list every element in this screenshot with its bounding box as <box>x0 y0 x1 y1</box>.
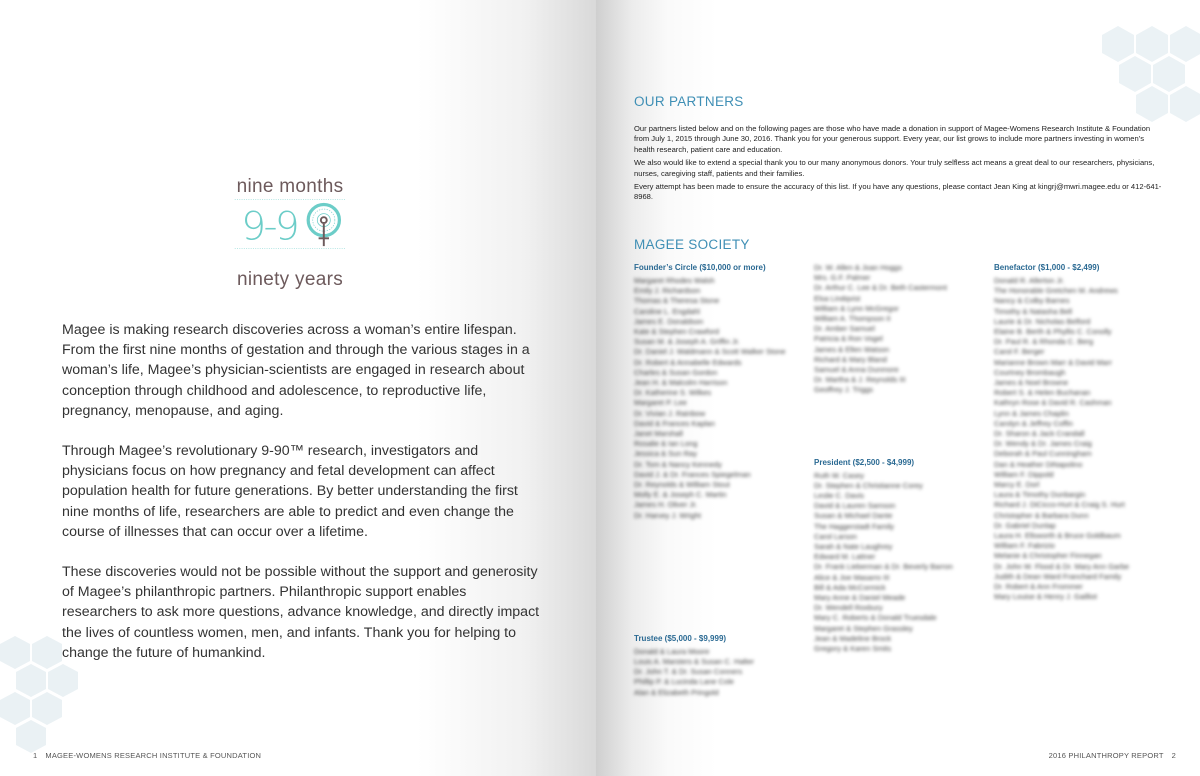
page-number: 2 <box>1171 751 1176 760</box>
donor-name: Margaret Rhodes Walsh <box>634 276 715 285</box>
donor-name: Emily J. Richardson <box>634 286 701 296</box>
donor-name: David & Frances Kaplan <box>634 418 715 428</box>
donor-name: Christopher & Barbara Dunn <box>994 510 1089 520</box>
donor-name: Dr. John T. & Dr. Susan Conners <box>634 667 743 677</box>
donor-name: Thomas & Theresa Stone <box>634 296 720 306</box>
footer-org-name: MAGEE-WOMENS RESEARCH INSTITUTE & FOUNDATION <box>45 751 262 760</box>
donor-name: Dan & Heather DiNapolino <box>994 459 1083 469</box>
donor-name: James & Noel Browne <box>994 378 1069 388</box>
donor-name: William A. Thompson II <box>814 314 891 324</box>
donor-name: Marcy E. Dorl <box>994 480 1040 490</box>
donor-name: Geoffrey J. Triggs <box>814 385 874 395</box>
donor-name: Dr. Frank Lieberman & Dr. Beverly Barron <box>814 562 953 572</box>
donor-name: James H. Oliver Jr. <box>634 500 698 510</box>
donor-name: Gregory & Karen Smits <box>814 644 892 654</box>
donor-name: The Haggerstadt Family <box>814 521 895 531</box>
partners-intro <box>634 124 1164 206</box>
donor-name: Dr. Amber Samuel <box>814 324 875 334</box>
body-paragraph: These discoveries would not be possible without the support and generosity of Magee’s philanthropic partners. Philanthropic support enables researchers to ask more questions, advance knowledge, and directly impact the lives of countless women, men, and infants. Thank you for helping to change the future of humankind. <box>62 564 540 661</box>
footer-report-title: 2016 PHILANTHROPY REPORT <box>1048 751 1164 760</box>
donor-name-list <box>634 276 804 521</box>
donor-name: Dr. W. Allen & Joan Hoggs <box>814 263 902 272</box>
donor-name: Jessica & Sun Ray <box>634 449 697 459</box>
nine-ninety-logo <box>195 176 385 296</box>
donor-name: Mary C. Roberts & Donald Truesdale <box>814 613 937 623</box>
donor-name: Donald R. Allerton Jr. <box>994 276 1065 285</box>
donor-name: Dr. Gabriel Dunlap <box>994 520 1056 530</box>
donor-name: Richard J. DiCicco-Hurt & Craig S. Hurt <box>994 500 1125 510</box>
donor-name: Dr. Tom & Nancy Kennedy <box>634 459 722 469</box>
donor-name: Edward M. Lattner <box>814 552 876 562</box>
logo-nine-ninety-mark <box>195 198 385 250</box>
donor-name: Lynn & James Chaplin <box>994 408 1069 418</box>
donor-name: Kathryn Rose & David R. Cashman <box>994 398 1112 408</box>
left-page <box>0 0 596 776</box>
donor-name: Dr. John W. Flood & Dr. Mary Ann Garbe <box>994 561 1130 571</box>
donor-name: William F. Fabrizio <box>994 541 1055 551</box>
donor-name: Nancy & Colby Barnes <box>994 296 1070 306</box>
donor-name: Dr. Vivian J. Rainbow <box>634 408 706 418</box>
donor-name: Dr. Paul R. & Rhonda C. Berg <box>994 337 1094 347</box>
donor-name: Kate & Stephen Crawford <box>634 327 720 337</box>
donor-name: Dr. Martha & J. Reynolds III <box>814 375 906 385</box>
donor-name: Laurie & Dr. Nicholas Belford <box>994 316 1091 326</box>
donor-category-heading: Founder’s Circle ($10,000 or more) <box>634 263 766 272</box>
donor-name: Leslie C. Davis <box>814 491 865 501</box>
donor-name: James & Ellen Watson <box>814 344 890 354</box>
body-paragraph: Magee is making research discoveries across a woman’s entire lifespan. From the first nine months of gestation and through the various stages in a woman’s life, Magee’s physician-scientists are engaged in research about conception through childhood and adolescence, to reproductive life, pregnancy, menopause, and aging. <box>62 322 530 419</box>
donor-name: William F. Dippold <box>994 469 1054 479</box>
donor-name: David & Lauren Samson <box>814 501 896 511</box>
footer-left <box>33 751 261 760</box>
donor-name-list <box>994 276 1164 603</box>
donor-name: Marianne Brown Marr & David Marr <box>994 357 1112 367</box>
hexagon-pattern-icon <box>1102 26 1200 126</box>
donor-name: David J. & Dr. Frances Spiegelman <box>634 469 751 479</box>
donor-name: Ruth W. Casey <box>814 470 865 480</box>
body-paragraph: Through Magee’s revolutionary 9-90™ research, investigators and physicians focus on how pregnancy and fetal development can affect population health for future generations. By better understanding the first nine months of life, researchers are able to predict and even change the course of illnesses that can occur over a lifetime. <box>62 443 518 540</box>
donor-name: Janet Marshall <box>634 429 683 439</box>
partners-paragraph: Every attempt has been made to ensure the accuracy of this list. If you have any questions, please contact Jean King at kingrj@mwri.magee.edu or 412-641-8968. <box>634 182 1162 202</box>
donor-name: Donald & Laura Moore <box>634 646 710 656</box>
donor-name: Dr. Wendell Roxbury <box>814 603 883 613</box>
donor-column-2 <box>814 263 984 654</box>
donor-name: Dr. Sharon & Jack Crandall <box>994 429 1085 439</box>
donor-name: Dr. Wendy & Dr. James Craig <box>994 439 1092 449</box>
logo-top-text: nine months <box>236 176 344 197</box>
donor-name: James E. Donaldson <box>634 316 704 326</box>
donor-name: Bill & Ada McCormick <box>814 582 886 592</box>
donor-name: Sarah & Nate Laughrey <box>814 542 893 552</box>
donor-name: Louis A. Marsters & Susan C. Halter <box>634 657 755 667</box>
donor-name: Elsa Lindqvist <box>814 293 861 303</box>
donor-name: William & Lynn McGregor <box>814 303 899 313</box>
logo-bottom-text: ninety years <box>236 269 344 290</box>
donor-name: Richard & Mary Bland <box>814 354 887 364</box>
donor-name: Judith & Dean Ward Franchard Family <box>994 571 1122 581</box>
donor-name: Charles & Susan Gordon <box>634 367 718 377</box>
donor-name: Rosalie & Ian Long <box>634 439 698 449</box>
donor-name: Dr. Robert & Annabelle Edwards <box>634 357 742 367</box>
donor-category-heading: Trustee ($5,000 - $9,999) <box>634 633 727 643</box>
right-page <box>596 0 1200 776</box>
donor-name: Robert S. & Helen Buchanan <box>994 388 1091 398</box>
donor-name: Alice & Joe Masarro III <box>814 572 890 582</box>
donor-name: Phillip P. & Lucinda Lane Cole <box>634 677 734 687</box>
donor-name: Margaret P. Lee <box>634 398 687 408</box>
donor-category-heading: Benefactor ($1,000 - $2,499) <box>994 263 1100 272</box>
donor-name: Mary Louise & Henry J. Gailliot <box>994 592 1097 602</box>
page-number: 1 <box>33 751 38 760</box>
donor-name: Melanie & Christopher Finnegan <box>994 551 1102 561</box>
donor-name: Laura H. Ellsworth & Bruce Goldbaum <box>994 531 1121 541</box>
donor-name: Mrs. G.F. Palmer <box>814 273 871 283</box>
donor-name: Samuel & Anna Dunmore <box>814 365 899 375</box>
donor-name: Jean H. & Malcolm Harrison <box>634 378 728 388</box>
donor-name: Patricia & Ron Vogel <box>814 334 883 344</box>
donor-name: Elaine B. Berth & Phyllis C. Conolly <box>994 327 1112 337</box>
donor-name-list <box>634 647 804 698</box>
logo-mid-text: 9-9 <box>241 204 298 250</box>
donor-column-1 <box>634 263 804 698</box>
donor-name: Carol Larson <box>814 531 857 541</box>
donor-name: Dr. Katherine S. Wilkes <box>634 388 712 398</box>
society-heading: MAGEE SOCIETY <box>634 237 750 252</box>
donor-name: Caroline L. Engdahl <box>634 306 700 316</box>
donor-category-heading: President ($2,500 - $4,999) <box>814 457 915 467</box>
donor-name: Dr. Harvey J. Wright <box>634 510 701 520</box>
female-symbol-mandala-icon <box>308 205 339 247</box>
footer-right <box>1049 751 1176 760</box>
donor-name: Carol F. Berger <box>994 347 1045 357</box>
donor-name: The Honorable Gretchen M. Andrews <box>994 286 1118 296</box>
body-copy <box>62 320 542 683</box>
donor-name: Susan M. & Joseph A. Griffin Jr. <box>634 337 740 347</box>
donor-name: Laura & Timothy Dunbargin <box>994 490 1086 500</box>
donor-name: Alan & Elizabeth Pringold <box>634 687 719 697</box>
donor-name: Carolyn & Jeffrey Coffin <box>994 418 1073 428</box>
partners-paragraph: We also would like to extend a special thank you to our many anonymous donors. Your truly selfless act means a great deal to our researchers, physicians, nurses, caregiving staff, patients and their families. <box>634 158 1155 178</box>
donor-name: Dr. Stephen & Christianne Corey <box>814 480 923 490</box>
donor-name: Dr. Robert & Ann Frommer <box>994 582 1083 592</box>
donor-name: Mary Anne & Daniel Meade <box>814 593 906 603</box>
donor-name: Dr. Arthur C. Lee & Dr. Beth Castermont <box>814 283 947 293</box>
donor-name-list <box>814 263 984 396</box>
donor-column-3 <box>994 263 1164 603</box>
donor-name: Susan & Michael Dante <box>814 511 893 521</box>
donor-name: Margaret & Stephen Grassley <box>814 623 913 633</box>
donor-name: Molly E. & Joseph C. Martin <box>634 490 727 500</box>
donor-name: Dr. Reynolds & William Stout <box>634 480 730 490</box>
donor-name: Jean & Madeline Brock <box>814 633 892 643</box>
donor-name: Timothy & Natasha Bell <box>994 306 1073 316</box>
donor-name: Deborah & Paul Cunningham <box>994 449 1092 459</box>
donor-name: Dr. Daniel J. Waldmann & Scott Walker Stone <box>634 347 786 357</box>
partners-heading: OUR PARTNERS <box>634 94 744 109</box>
partners-paragraph: Our partners listed below and on the following pages are those who have made a donation in support of Magee-Womens Research Institute & Foundation from July 1, 2015 through June 30, 2016. Thank you for your generous support. Every year, our list grows to include more partners investing in women’s health research, patient care and education. <box>634 124 1151 154</box>
donor-name: Courtney Brombaugh <box>994 367 1066 377</box>
donor-name-list <box>814 471 984 655</box>
